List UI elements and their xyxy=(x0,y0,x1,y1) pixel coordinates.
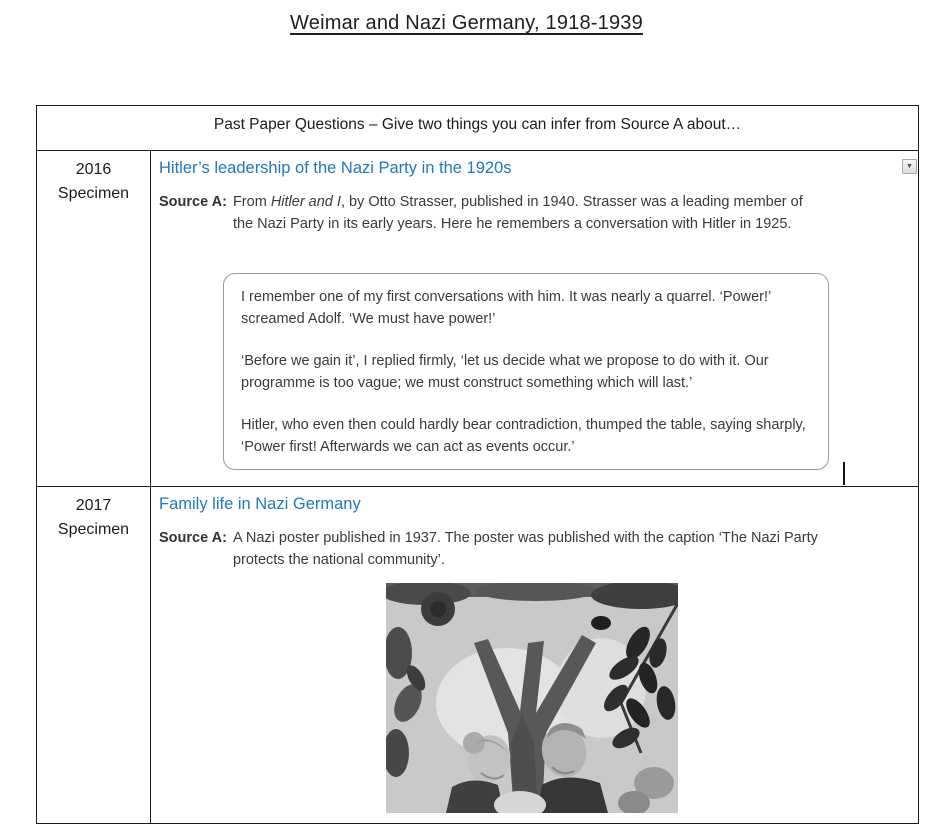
past-paper-questions-table xyxy=(36,105,919,824)
page-title: Weimar and Nazi Germany, 1918-1939 xyxy=(290,12,643,34)
source-attribution xyxy=(159,528,908,571)
row-label: Specimen xyxy=(57,521,130,538)
dropdown-button[interactable] xyxy=(902,159,917,174)
poster-illustration xyxy=(386,583,678,813)
row-content-cell xyxy=(151,151,918,486)
row-year-cell xyxy=(37,487,151,823)
document-page xyxy=(0,12,933,712)
source-quote-box xyxy=(223,273,829,470)
table-row xyxy=(37,151,918,486)
source-text-part1: From xyxy=(232,194,271,210)
row-label: Specimen xyxy=(57,185,130,202)
quote-paragraph: I remember one of my first conversations with him. It was nearly a quarrel. ‘Power!’ screamed Adolf. ‘We must have power!’ xyxy=(241,289,771,327)
source-label: Source A: xyxy=(159,530,227,546)
topic-heading: Family life in Nazi Germany xyxy=(159,495,361,513)
quote-paragraph: Hitler, who even then could hardly bear contradiction, thumped the table, saying sharply, ‘Power first! Afterwards we can act as events occur.’ xyxy=(241,417,806,455)
quote-paragraph: ‘Before we gain it’, I replied firmly, ‘let us decide what we propose to do with it. Our programme is too vague; we must construct something which will last.’ xyxy=(241,353,769,391)
row-content-cell xyxy=(151,487,918,823)
source-text: A Nazi poster published in 1937. The poster was published with the caption ‘The Nazi Party protects the national community’. xyxy=(232,530,818,568)
source-attribution xyxy=(159,192,908,235)
chevron-down-icon: ▼ xyxy=(906,163,913,170)
row-year: 2016 xyxy=(75,161,112,178)
row-year-cell xyxy=(37,151,151,486)
text-cursor-caret xyxy=(843,462,845,485)
source-text-part2: , by Otto Strasser, published in 1940. Strasser was a leading member of the Nazi Party in its early years. Here he remembers a conversation with Hitler in 1925. xyxy=(232,194,803,232)
source-text xyxy=(233,192,818,235)
row-year: 2017 xyxy=(75,497,112,514)
nazi-family-poster-image xyxy=(386,583,678,813)
table-row xyxy=(37,486,918,823)
topic-heading: Hitler’s leadership of the Nazi Party in the 1920s xyxy=(159,159,512,177)
table-header: Past Paper Questions – Give two things you can infer from Source A about… xyxy=(37,106,918,151)
source-book-title: Hitler and I xyxy=(270,194,341,210)
source-label: Source A: xyxy=(159,194,227,210)
